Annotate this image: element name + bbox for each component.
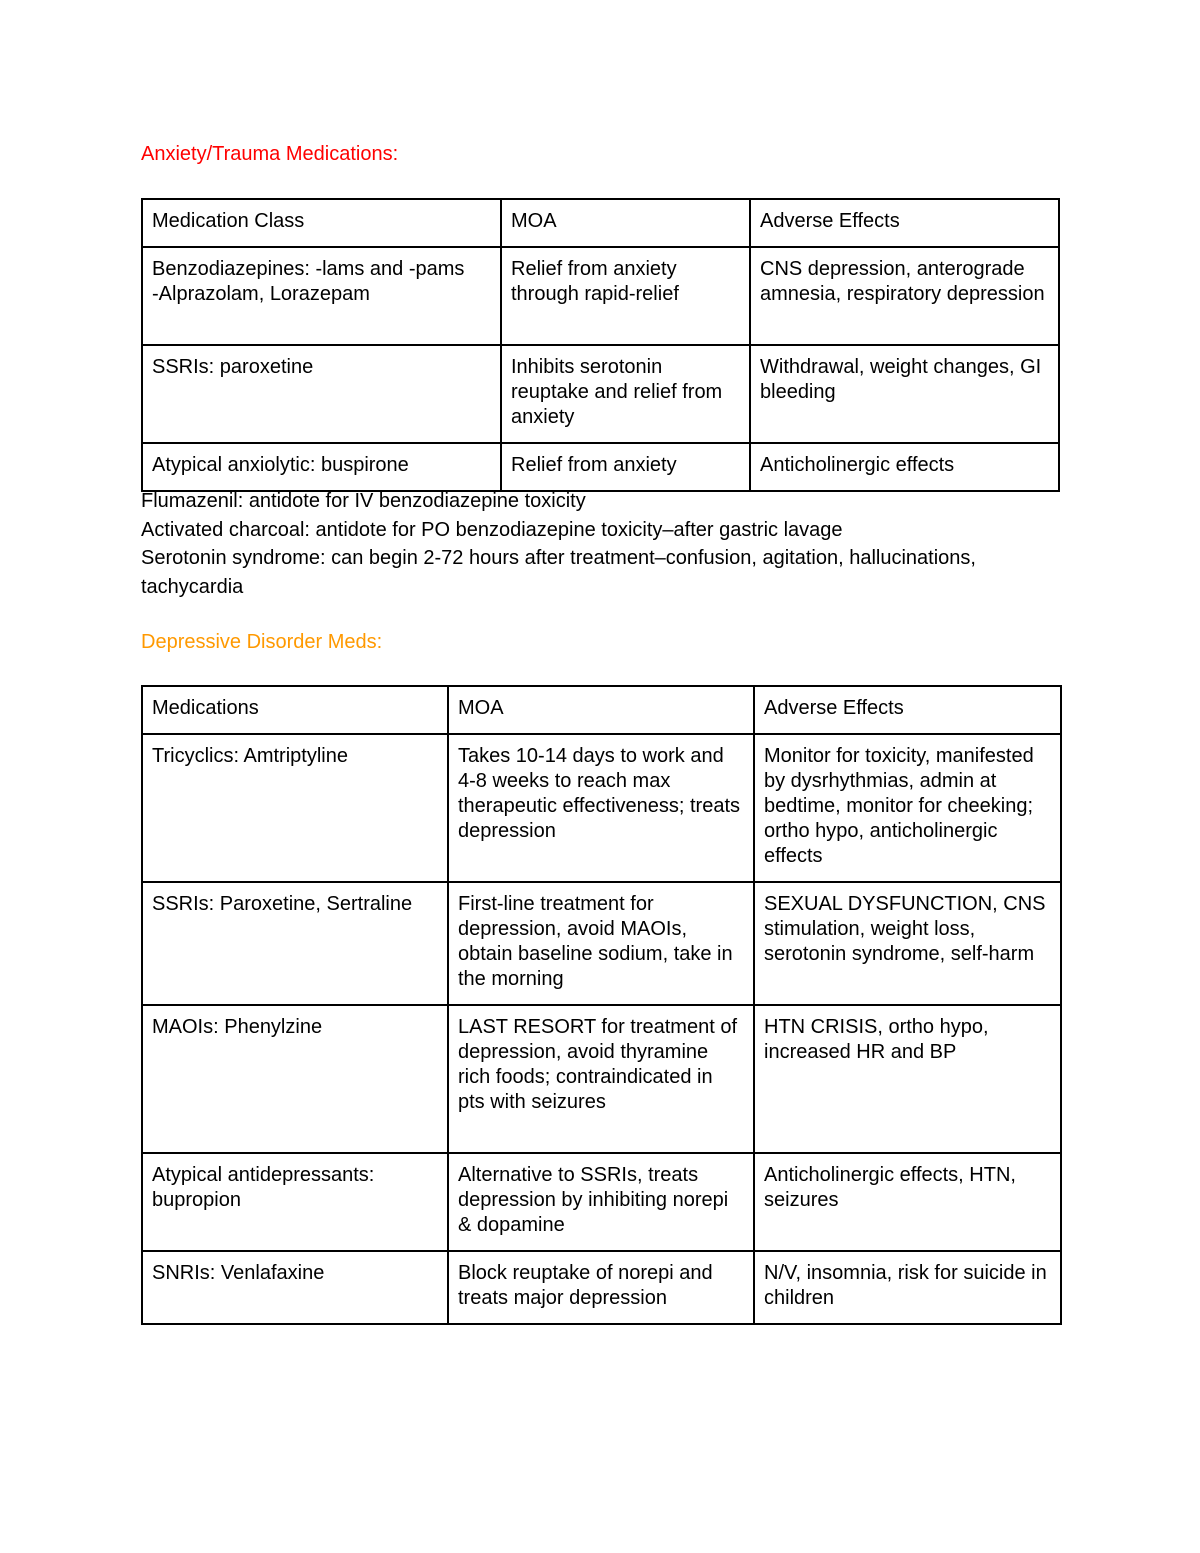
table-row	[142, 1251, 1061, 1324]
header-adverse-effects: Adverse Effects	[750, 199, 1059, 247]
moa-cell: Alternative to SSRIs, treats depression by inhibiting norepi & dopamine	[448, 1153, 754, 1251]
adverse-effects-cell: Anticholinergic effects	[750, 443, 1059, 491]
adverse-effects-cell: SEXUAL DYSFUNCTION, CNS stimulation, weight loss, serotonin syndrome, self-harm	[754, 882, 1061, 1005]
adverse-effects-cell: Anticholinergic effects, HTN, seizures	[754, 1153, 1061, 1251]
depressive-medications-table	[141, 685, 1062, 1325]
table-row	[142, 882, 1061, 1005]
table-row	[142, 345, 1059, 443]
header-moa: MOA	[501, 199, 750, 247]
moa-cell: Relief from anxiety	[501, 443, 750, 491]
medication-line: Benzodiazepines: -lams and -pams	[152, 258, 465, 280]
medication-cell: SSRIs: Paroxetine, Sertraline	[142, 882, 448, 1005]
medication-line: Atypical anxiolytic: buspirone	[152, 454, 409, 476]
moa-cell: Inhibits serotonin reuptake and relief from anxiety	[501, 345, 750, 443]
table-row	[142, 443, 1059, 491]
note-serotonin-syndrome: Serotonin syndrome: can begin 2-72 hours after treatment–confusion, agitation, hallucinations, tachycardia	[141, 547, 976, 598]
medication-cell	[142, 345, 501, 443]
adverse-effects-cell: N/V, insomnia, risk for suicide in children	[754, 1251, 1061, 1324]
moa-cell: LAST RESORT for treatment of depression, avoid thyramine rich foods; contraindicated in pts with seizures	[448, 1005, 754, 1153]
anxiety-medications-table	[141, 198, 1060, 492]
adverse-effects-cell: Withdrawal, weight changes, GI bleeding	[750, 345, 1059, 443]
medication-cell: Tricyclics: Amtriptyline	[142, 734, 448, 882]
medication-cell	[142, 247, 501, 345]
note-flumazenil: Flumazenil: antidote for IV benzodiazepine toxicity	[141, 490, 586, 512]
table-header-row	[142, 686, 1061, 734]
header-medication-class: Medication Class	[142, 199, 501, 247]
adverse-effects-cell: HTN CRISIS, ortho hypo, increased HR and BP	[754, 1005, 1061, 1153]
header-medications: Medications	[142, 686, 448, 734]
anxiety-notes	[141, 487, 1061, 601]
medication-cell	[142, 443, 501, 491]
medication-cell: SNRIs: Venlafaxine	[142, 1251, 448, 1324]
header-adverse-effects: Adverse Effects	[754, 686, 1061, 734]
moa-cell: Block reuptake of norepi and treats major depression	[448, 1251, 754, 1324]
table-row	[142, 734, 1061, 882]
table-row	[142, 247, 1059, 345]
note-activated-charcoal: Activated charcoal: antidote for PO benzodiazepine toxicity–after gastric lavage	[141, 518, 843, 541]
header-moa: MOA	[448, 686, 754, 734]
medication-line: SSRIs: paroxetine	[152, 356, 314, 378]
moa-cell: Relief from anxiety through rapid-relief	[501, 247, 750, 345]
adverse-effects-cell: Monitor for toxicity, manifested by dysrhythmias, admin at bedtime, monitor for cheeking; ortho hypo, anticholinergic effects	[754, 734, 1061, 882]
depressive-section-heading: Depressive Disorder Meds:	[141, 631, 383, 653]
table-header-row	[142, 199, 1059, 247]
medication-cell: Atypical antidepressants: bupropion	[142, 1153, 448, 1251]
table-row	[142, 1153, 1061, 1251]
medication-cell: MAOIs: Phenylzine	[142, 1005, 448, 1153]
medication-line: -Alprazolam, Lorazepam	[152, 283, 370, 305]
table-row	[142, 1005, 1061, 1153]
moa-cell: First-line treatment for depression, avoid MAOIs, obtain baseline sodium, take in the morning	[448, 882, 754, 1005]
moa-cell: Takes 10-14 days to work and 4-8 weeks to reach max therapeutic effectiveness; treats depression	[448, 734, 754, 882]
adverse-effects-cell: CNS depression, anterograde amnesia, respiratory depression	[750, 247, 1059, 345]
anxiety-section-heading: Anxiety/Trauma Medications:	[141, 143, 399, 165]
